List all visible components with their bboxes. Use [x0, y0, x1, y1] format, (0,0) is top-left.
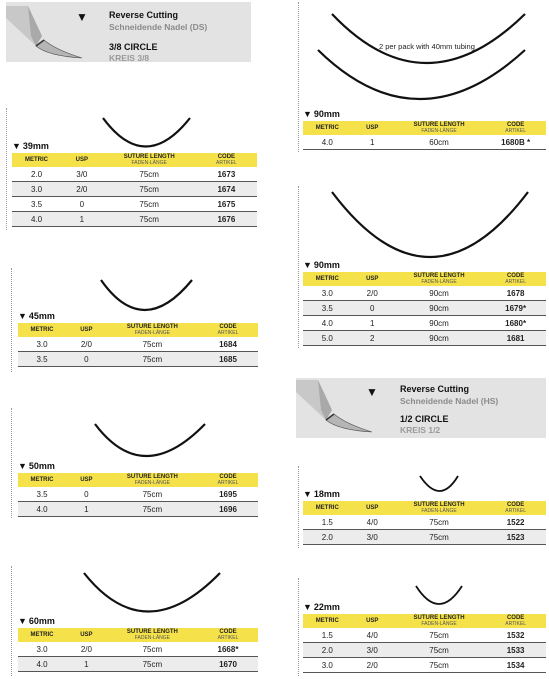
- table-row: [303, 135, 546, 150]
- table-header-row: [12, 153, 257, 167]
- code-cell: 1674: [196, 182, 257, 197]
- metric-cell: 3.5: [12, 197, 61, 212]
- usp-cell: 1: [66, 657, 107, 672]
- code-cell: 1533: [485, 643, 546, 658]
- needle-size-title: ▼ 90mm: [303, 109, 340, 119]
- length-cell: 75cm: [393, 658, 485, 673]
- length-cell: 75cm: [393, 643, 485, 658]
- length-cell: 60cm: [393, 135, 485, 150]
- table-header-row: [18, 323, 258, 337]
- usp-cell: 2: [352, 331, 393, 346]
- needle-size-title: ▼ 50mm: [18, 461, 55, 471]
- usp-cell: 0: [61, 197, 103, 212]
- metric-cell: 2.0: [303, 643, 352, 658]
- table-header-row: [18, 473, 258, 487]
- length-cell: 90cm: [393, 301, 485, 316]
- usp-cell: 2/0: [352, 286, 393, 301]
- usp-cell: 2/0: [352, 658, 393, 673]
- table-row: [12, 182, 257, 197]
- metric-cell: 4.0: [18, 657, 66, 672]
- table-row: [12, 197, 257, 212]
- needle-size-title: ▼ 22mm: [303, 602, 340, 612]
- code-cell: 1668*: [198, 642, 258, 657]
- usp-cell: 2/0: [61, 182, 103, 197]
- code-cell: 1678: [485, 286, 546, 301]
- metric-cell: 2.0: [12, 167, 61, 182]
- needle-curve: [332, 14, 525, 63]
- needle-size-title: ▼ 90mm: [303, 260, 340, 270]
- table-header-row: [303, 272, 546, 286]
- metric-cell: 4.0: [18, 502, 66, 517]
- table-row: [18, 337, 258, 352]
- needle-curve: [84, 573, 220, 612]
- table-header-row: [18, 628, 258, 642]
- code-cell: 1685: [198, 352, 258, 367]
- suture-table: [12, 153, 257, 227]
- banner-subtitle: Schneidende Nadel (HS): [400, 396, 499, 406]
- pack-note: 2 per pack with 40mm tubing: [379, 42, 475, 51]
- code-cell: 1681: [485, 331, 546, 346]
- table-row: [18, 487, 258, 502]
- column-header: SUTURE LENGTH FADEN-LÄNGE: [103, 153, 196, 167]
- length-cell: 75cm: [103, 197, 196, 212]
- usp-cell: 3/0: [61, 167, 103, 182]
- table-row: [303, 658, 546, 673]
- column-header: METRIC: [303, 501, 352, 515]
- table-row: [12, 167, 257, 182]
- table-row: [303, 286, 546, 301]
- banner-circle-de: KREIS 3/8: [109, 53, 150, 63]
- usp-cell: 1: [66, 502, 107, 517]
- column-header: CODE ARTIKEL: [485, 614, 546, 628]
- triangle-marker-icon: ▼: [76, 10, 88, 24]
- needle-size-title: ▼ 18mm: [303, 489, 340, 499]
- column-header: METRIC: [303, 614, 352, 628]
- banner-subtitle: Schneidende Nadel (DS): [109, 22, 208, 32]
- table-row: [18, 657, 258, 672]
- column-header: METRIC: [12, 153, 61, 167]
- needle-curve: [420, 476, 458, 491]
- table-row: [18, 502, 258, 517]
- length-cell: 75cm: [107, 502, 198, 517]
- length-cell: 75cm: [393, 628, 485, 643]
- column-header: METRIC: [18, 473, 66, 487]
- needle-curve: [95, 424, 205, 456]
- needle-size-title: ▼ 39mm: [12, 141, 49, 151]
- banner-circle: 3/8 CIRCLE: [109, 42, 158, 52]
- usp-cell: 2/0: [66, 337, 107, 352]
- table-row: [303, 643, 546, 658]
- needle-curve: [318, 50, 525, 99]
- column-header: CODE ARTIKEL: [198, 628, 258, 642]
- code-cell: 1673: [196, 167, 257, 182]
- length-cell: 75cm: [107, 487, 198, 502]
- usp-cell: 4/0: [352, 515, 393, 530]
- column-header: USP: [61, 153, 103, 167]
- length-cell: 75cm: [103, 167, 196, 182]
- metric-cell: 2.0: [303, 530, 352, 545]
- column-header: CODE ARTIKEL: [485, 272, 546, 286]
- column-header: METRIC: [303, 121, 352, 135]
- column-header: SUTURE LENGTH FADEN-LÄNGE: [107, 323, 198, 337]
- metric-cell: 4.0: [303, 316, 352, 331]
- table-row: [303, 301, 546, 316]
- metric-cell: 5.0: [303, 331, 352, 346]
- table-row: [303, 331, 546, 346]
- metric-cell: 1.5: [303, 628, 352, 643]
- column-header: CODE ARTIKEL: [196, 153, 257, 167]
- length-cell: 75cm: [393, 530, 485, 545]
- column-header: SUTURE LENGTH FADEN-LÄNGE: [107, 473, 198, 487]
- code-cell: 1670: [198, 657, 258, 672]
- banner-circle-de: KREIS 1/2: [400, 425, 441, 435]
- length-cell: 90cm: [393, 331, 485, 346]
- usp-cell: 2/0: [66, 642, 107, 657]
- code-cell: 1684: [198, 337, 258, 352]
- column-header: SUTURE LENGTH FADEN-LÄNGE: [393, 614, 485, 628]
- code-cell: 1532: [485, 628, 546, 643]
- usp-cell: 1: [352, 316, 393, 331]
- suture-table: [18, 628, 258, 672]
- code-cell: 1696: [198, 502, 258, 517]
- needle-size-title: ▼ 60mm: [18, 616, 55, 626]
- code-cell: 1676: [196, 212, 257, 227]
- column-header: USP: [352, 121, 393, 135]
- metric-cell: 3.0: [12, 182, 61, 197]
- needle-curve: [103, 118, 190, 147]
- metric-cell: 4.0: [12, 212, 61, 227]
- needle-curve: [416, 586, 462, 604]
- length-cell: 90cm: [393, 286, 485, 301]
- table-row: [18, 642, 258, 657]
- column-header: CODE ARTIKEL: [198, 473, 258, 487]
- length-cell: 75cm: [103, 212, 196, 227]
- metric-cell: 3.0: [18, 337, 66, 352]
- usp-cell: 0: [66, 352, 107, 367]
- table-row: [18, 352, 258, 367]
- column-header: USP: [352, 272, 393, 286]
- code-cell: 1523: [485, 530, 546, 545]
- metric-cell: 3.0: [18, 642, 66, 657]
- length-cell: 75cm: [107, 642, 198, 657]
- column-header: SUTURE LENGTH FADEN-LÄNGE: [107, 628, 198, 642]
- metric-cell: 3.5: [18, 487, 66, 502]
- column-header: USP: [352, 501, 393, 515]
- suture-table: [303, 614, 546, 673]
- metric-cell: 3.0: [303, 658, 352, 673]
- column-header: CODE ARTIKEL: [485, 121, 546, 135]
- banner-circle: 1/2 CIRCLE: [400, 414, 449, 424]
- usp-cell: 1: [352, 135, 393, 150]
- code-cell: 1534: [485, 658, 546, 673]
- usp-cell: 3/0: [352, 530, 393, 545]
- code-cell: 1680*: [485, 316, 546, 331]
- length-cell: 75cm: [107, 657, 198, 672]
- table-row: [303, 530, 546, 545]
- banner-title: Reverse Cutting: [109, 10, 179, 20]
- banner-title: Reverse Cutting: [400, 384, 470, 394]
- column-header: METRIC: [18, 628, 66, 642]
- suture-table: [303, 501, 546, 545]
- table-row: [303, 515, 546, 530]
- metric-cell: 3.5: [18, 352, 66, 367]
- suture-table: [18, 323, 258, 367]
- code-cell: 1679*: [485, 301, 546, 316]
- usp-cell: 0: [352, 301, 393, 316]
- metric-cell: 3.0: [303, 286, 352, 301]
- table-header-row: [303, 614, 546, 628]
- code-cell: 1522: [485, 515, 546, 530]
- needle-curve: [101, 280, 192, 310]
- metric-cell: 1.5: [303, 515, 352, 530]
- needle-curve: [332, 192, 528, 257]
- length-cell: 75cm: [107, 352, 198, 367]
- table-row: [12, 212, 257, 227]
- length-cell: 75cm: [393, 515, 485, 530]
- length-cell: 75cm: [107, 337, 198, 352]
- usp-cell: 3/0: [352, 643, 393, 658]
- length-cell: 75cm: [103, 182, 196, 197]
- column-header: USP: [352, 614, 393, 628]
- triangle-marker-icon: ▼: [366, 385, 378, 399]
- table-header-row: [303, 501, 546, 515]
- length-cell: 90cm: [393, 316, 485, 331]
- column-header: USP: [66, 628, 107, 642]
- table-header-row: [303, 121, 546, 135]
- suture-table: [303, 121, 546, 150]
- table-row: [303, 628, 546, 643]
- code-cell: 1695: [198, 487, 258, 502]
- suture-table: [303, 272, 546, 346]
- metric-cell: 4.0: [303, 135, 352, 150]
- column-header: SUTURE LENGTH FADEN-LÄNGE: [393, 501, 485, 515]
- suture-table: [18, 473, 258, 517]
- column-header: USP: [66, 473, 107, 487]
- column-header: CODE ARTIKEL: [198, 323, 258, 337]
- column-header: CODE ARTIKEL: [485, 501, 546, 515]
- needle-size-title: ▼ 45mm: [18, 311, 55, 321]
- column-header: METRIC: [303, 272, 352, 286]
- column-header: SUTURE LENGTH FADEN-LÄNGE: [393, 272, 485, 286]
- table-row: [303, 316, 546, 331]
- code-cell: 1680B *: [485, 135, 546, 150]
- metric-cell: 3.5: [303, 301, 352, 316]
- code-cell: 1675: [196, 197, 257, 212]
- column-header: METRIC: [18, 323, 66, 337]
- column-header: SUTURE LENGTH FADEN-LÄNGE: [393, 121, 485, 135]
- usp-cell: 1: [61, 212, 103, 227]
- column-header: USP: [66, 323, 107, 337]
- usp-cell: 0: [66, 487, 107, 502]
- usp-cell: 4/0: [352, 628, 393, 643]
